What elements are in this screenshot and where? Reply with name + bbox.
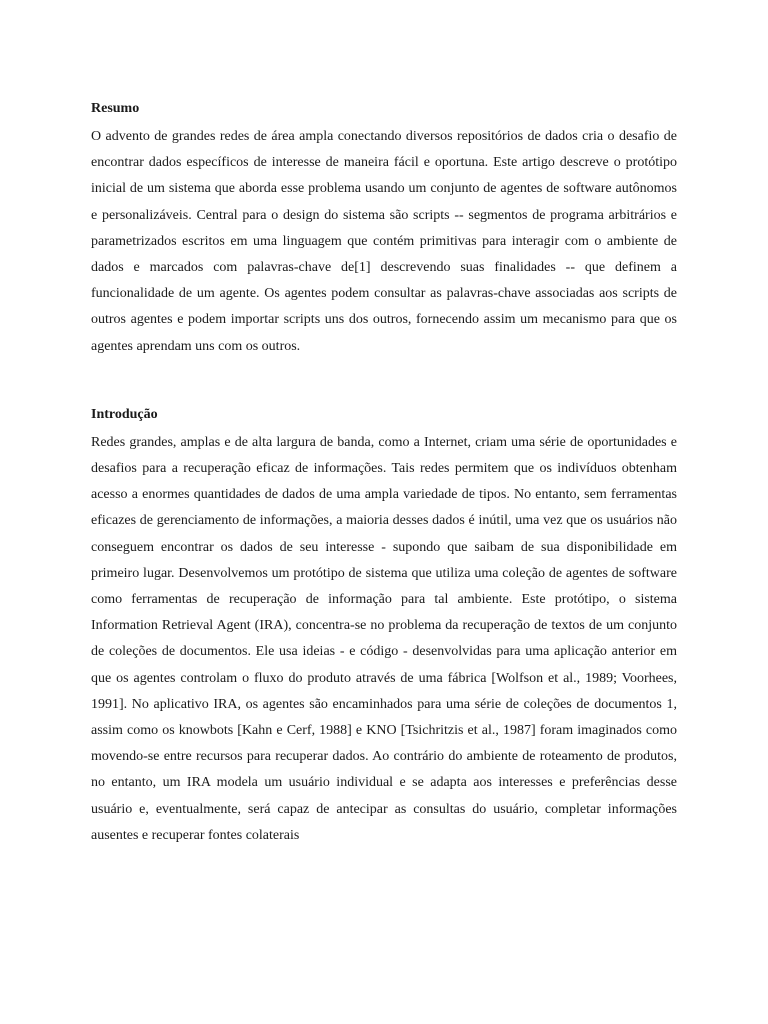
section-heading-resumo: Resumo [91,101,140,116]
introduction-paragraph: Redes grandes, amplas e de alta largura de banda, como a Internet, criam uma série de oportunidades e desafios para a recuperação eficaz de informações. Tais redes permitem que os indivíduos obtenham acesso a enormes quantidades de dados de uma ampla variedade de tipos. No entanto, sem ferramentas eficazes de gerenciamento de informações, a maioria desses dados é inútil, uma vez que os usuários não conseguem encontrar os dados de seu interesse - supondo que saibam de sua disponibilidade em primeiro lugar. Desenvolvemos um protótipo de sistema que utiliza uma coleção de agentes de software como ferramentas de recuperação de informação para tal ambiente. Este protótipo, o sistema Information Retrieval Agent (IRA), concentra-se no problema da recuperação de textos de um conjunto de coleções de documentos. Ele usa ideias - e código - desenvolvidas para uma aplicação anterior em que os agentes controlam o fluxo do produto através de uma fábrica [Wolfson et al., 1989; Voorhees, 1991]. No aplicativo IRA, os agentes são encaminhados para uma série de coleções de documentos 1, assim como os knowbots [Kahn e Cerf, 1988] e KNO [Tsichritzis et al., 1987] foram imaginados como movendo-se entre recursos para recuperar dados. Ao contrário do ambiente de roteamento de produtos, no entanto, um IRA modela um usuário individual e se adapta aos interesses e preferências desse usuário e, eventualmente, será capaz de antecipar as consultas do usuário, completar informações ausentes e recuperar fontes colaterais [91,434,677,843]
section-spacer [91,360,677,402]
section-heading-introducao: Introdução [91,406,158,422]
document-page [91,96,677,849]
abstract-paragraph: O advento de grandes redes de área ampla conectando diversos repositórios de dados cria o desafio de encontrar dados específicos de interesse de maneira fácil e oportuna. Este artigo descreve o protótipo inicial de um sistema que aborda esse problema usando um conjunto de agentes de software autônomos e personalizáveis. Central para o design do sistema são scripts -- segmentos de programa arbitrários e parametrizados escritos em uma linguagem que contém primitivas para interagir com o ambiente de dados e marcados com palavras-chave de[1] descrevendo suas finalidades -- que definem a funcionalidade de um agente. Os agentes podem consultar as palavras-chave associadas aos scripts de outros agentes e podem importar scripts uns dos outros, fornecendo assim um mecanismo para que os agentes aprendam uns com os outros. [91,129,677,354]
